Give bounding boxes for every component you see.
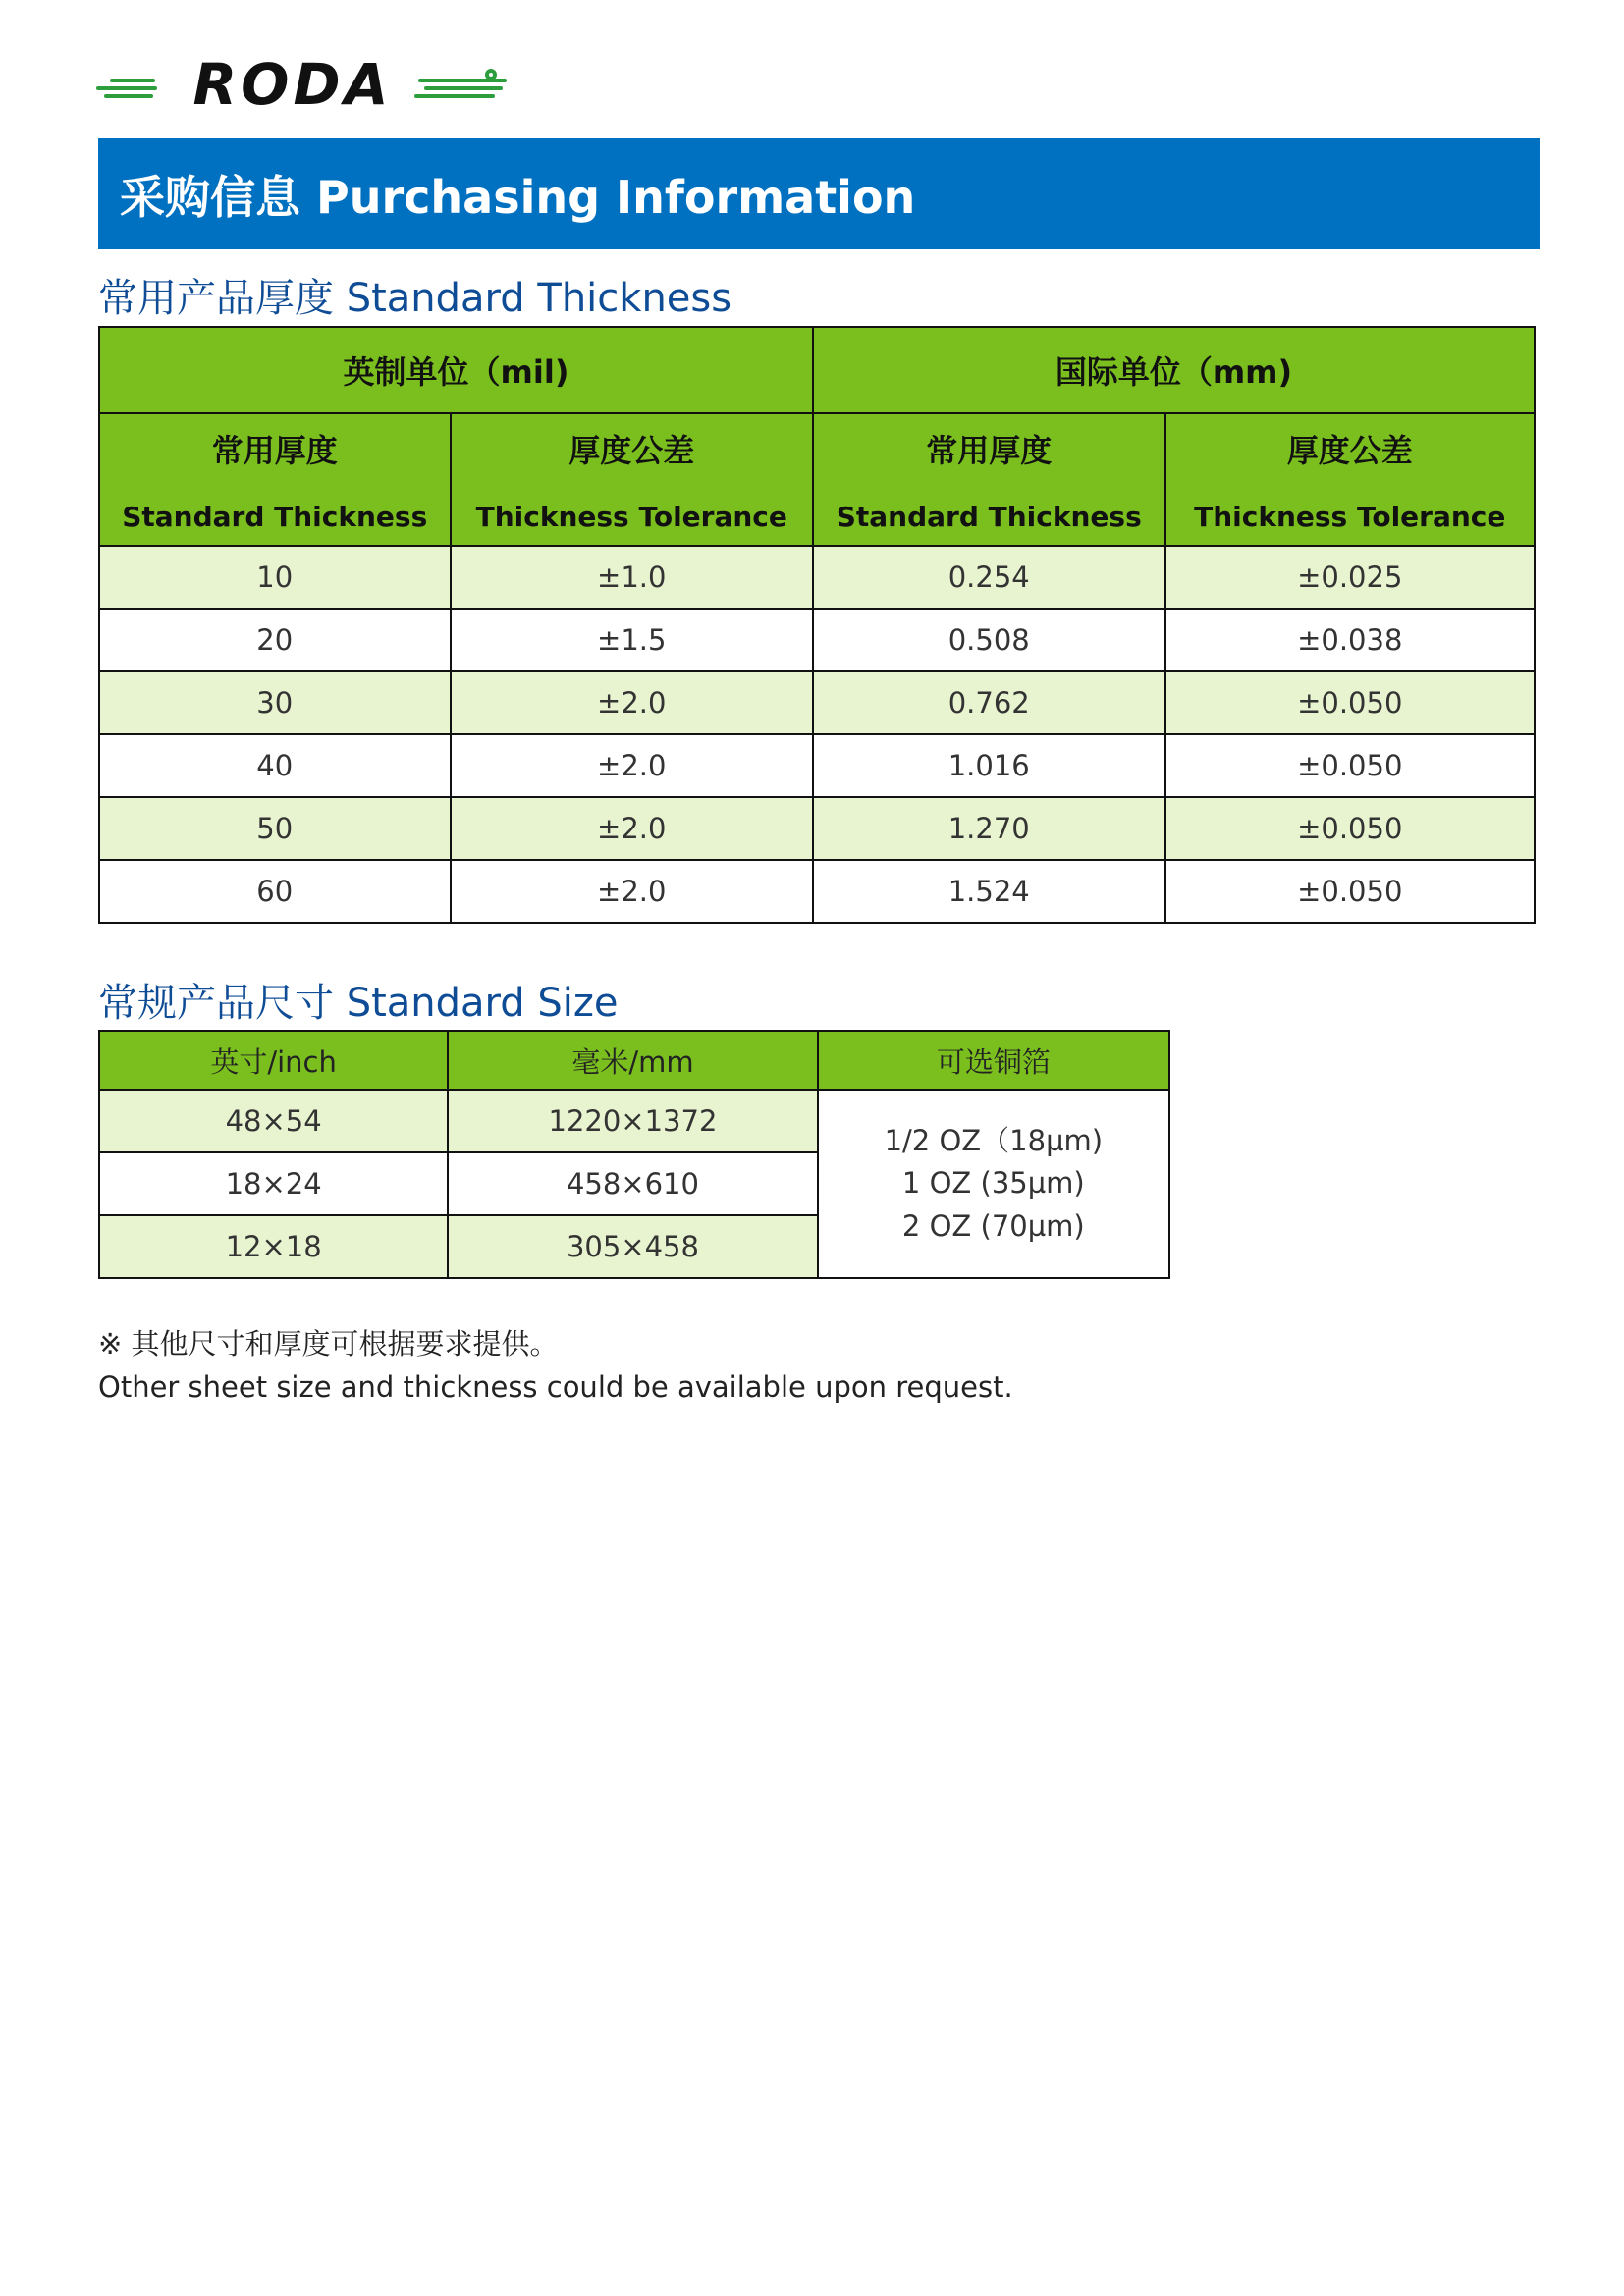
cell: ±0.050 (1165, 860, 1535, 923)
metric-header: 国际单位（mm) (813, 327, 1535, 413)
column-header-row (99, 413, 1535, 546)
copper-options-cell (818, 1090, 1169, 1278)
col-tolerance-imperial: 厚度公差 Thickness Tolerance (451, 413, 813, 546)
col-inch: 英寸/inch (99, 1031, 448, 1090)
cell: 30 (99, 671, 451, 734)
cell: 60 (99, 860, 451, 923)
cell: ±0.025 (1165, 546, 1535, 609)
cell: 1220×1372 (448, 1090, 817, 1152)
cell: ±0.050 (1165, 671, 1535, 734)
thickness-table (98, 326, 1536, 924)
table-row (99, 860, 1535, 923)
size-header-row (99, 1031, 1169, 1090)
footnote (98, 1322, 1013, 1409)
cell: 1.016 (813, 734, 1165, 797)
cell: ±0.050 (1165, 734, 1535, 797)
table-row (99, 546, 1535, 609)
cell: 0.762 (813, 671, 1165, 734)
cell: 20 (99, 609, 451, 671)
cell: 0.254 (813, 546, 1165, 609)
cell: 18×24 (99, 1152, 448, 1215)
cell: 48×54 (99, 1090, 448, 1152)
cell: 305×458 (448, 1215, 817, 1278)
standard-size-title: 常规产品尺寸 Standard Size (98, 981, 619, 1026)
cell: ±1.5 (451, 609, 813, 671)
footnote-en: Other sheet size and thickness could be available upon request. (98, 1370, 1013, 1404)
cell: ±2.0 (451, 671, 813, 734)
cell: 12×18 (99, 1215, 448, 1278)
footnote-cn: ※ 其他尺寸和厚度可根据要求提供。 (98, 1327, 559, 1361)
cell: 0.508 (813, 609, 1165, 671)
cell: 10 (99, 546, 451, 609)
col-copper-foil: 可选铜箔 (818, 1031, 1169, 1090)
cell: ±2.0 (451, 797, 813, 860)
cell: ±2.0 (451, 860, 813, 923)
table-row (99, 797, 1535, 860)
col-std-thickness-metric: 常用厚度 Standard Thickness (813, 413, 1165, 546)
cell: ±0.038 (1165, 609, 1535, 671)
imperial-header: 英制单位（mil) (99, 327, 813, 413)
cell: 40 (99, 734, 451, 797)
cell: 1.524 (813, 860, 1165, 923)
cell: ±0.050 (1165, 797, 1535, 860)
col-std-thickness-imperial: 常用厚度 Standard Thickness (99, 413, 451, 546)
size-table (98, 1030, 1170, 1279)
cell: 458×610 (448, 1152, 817, 1215)
roda-logo-graphic (96, 55, 509, 110)
copper-option: 2 OZ (70µm) (901, 1208, 1085, 1243)
roda-logo (96, 55, 509, 110)
unit-header-row (99, 327, 1535, 413)
col-mm: 毫米/mm (448, 1031, 817, 1090)
copper-option: 1 OZ (35µm) (901, 1166, 1085, 1201)
cell: ±2.0 (451, 734, 813, 797)
cell: 1.270 (813, 797, 1165, 860)
table-row (99, 734, 1535, 797)
cell: ±1.0 (451, 546, 813, 609)
table-row (99, 671, 1535, 734)
table-row (99, 1090, 1169, 1152)
logo-wordmark: RODA (192, 55, 393, 110)
cell: 50 (99, 797, 451, 860)
purchasing-banner (98, 138, 1540, 249)
standard-thickness-title: 常用产品厚度 Standard Thickness (98, 276, 732, 321)
table-row (99, 609, 1535, 671)
copper-option: 1/2 OZ（18µm) (884, 1123, 1104, 1157)
banner-title: 采购信息 Purchasing Information (120, 170, 916, 224)
col-tolerance-metric: 厚度公差 Thickness Tolerance (1165, 413, 1535, 546)
